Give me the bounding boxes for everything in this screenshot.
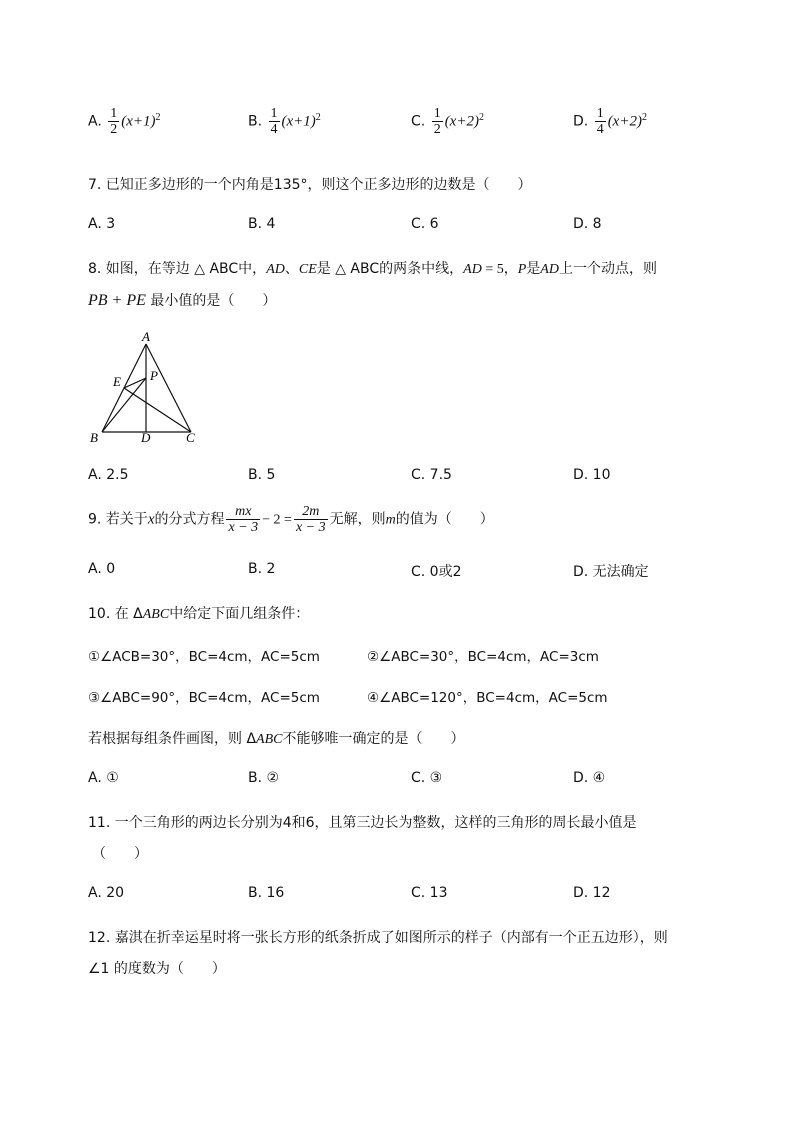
q7-text: 7. 已知正多边形的一个内角是135°，则这个正多边形的边数是（ ） [88,177,532,193]
q12-line1: 12. 嘉淇在折幸运星时将一张长方形的纸条折成了如图所示的样子（内部有一个正五边形），则 [88,930,668,946]
median-ce [124,388,191,432]
q10-option-b: B. ② [248,770,280,786]
label-a: A [142,329,150,344]
label-b: B [90,430,98,445]
q9-option-c: C. 0或2 [411,564,462,580]
q10-option-d: D. ④ [573,770,606,786]
q8-option-b: B. 5 [248,467,276,483]
q9-option-b: B. 2 [248,561,276,577]
q6-option-b: B. $\frac{1}{4}$ $(x+1)^2$ [248,106,321,137]
q9-text: 9. 若关于x的分式方程 $\frac{mx}{x - 3}$ − 2 = $\frac{2m}{x - 3}$ 无解，则m的值为（ ） [88,504,494,535]
label-e: E [113,374,121,389]
label-c: C [186,430,195,445]
q8-option-a: A. 2.5 [88,467,129,483]
q9-option-a: A. 0 [88,561,116,577]
q7-option-a: A. 3 [88,216,116,232]
q12-line2: ∠1 的度数为（ ） [88,961,226,977]
q11-line2: （ ） [92,846,148,862]
q10-condition-1: ①∠ACB=30°，BC=4cm，AC=5cm [88,649,320,665]
q7-option-b: B. 4 [248,216,276,232]
q7-option-c: C. 6 [411,216,439,232]
q10-option-a: A. ① [88,770,119,786]
segment-pb [102,378,146,432]
q6-option-d: D. $\frac{1}{4}$ $(x+2)^2$ [573,106,647,137]
q10-condition-2: ②∠ABC=30°，BC=4cm，AC=3cm [367,649,599,665]
side-ac [146,344,191,432]
q7-option-d: D. 8 [573,216,602,232]
q11-option-d: D. 12 [573,885,611,901]
q11-option-c: C. 13 [411,885,448,901]
q8-line2: PB + PE 最小值的是（ ） [88,292,277,309]
q11-option-b: B. 16 [248,885,285,901]
q9-option-d: D. 无法确定 [573,564,649,580]
label-d: D [141,430,151,445]
segment-pe [124,378,146,388]
q10-condition-4: ④∠ABC=120°，BC=4cm，AC=5cm [367,690,608,706]
q10-condition-3: ③∠ABC=90°，BC=4cm，AC=5cm [88,690,320,706]
label-p: P [150,368,158,383]
q6-option-c: C. $\frac{1}{2}$ $(x+2)^2$ [411,106,484,137]
q8-option-d: D. 10 [573,467,611,483]
q10-option-c: C. ③ [411,770,443,786]
q10-question: 若根据每组条件画图，则 ΔABC不能够唯一确定的是（ ） [88,731,465,747]
q8-option-c: C. 7.5 [411,467,452,483]
q10-intro: 10. 在 ΔABC中给定下面几组条件： [88,606,310,622]
q8-triangle-figure [85,328,210,448]
q11-line1: 11. 一个三角形的两边长分别为4和6，且第三边长为整数，这样的三角形的周长最小值是 [88,815,637,831]
q8-line1: 8. 如图，在等边 △ ABC中，AD、CE是 △ ABC的两条中线，AD = 5，P是AD上一个动点，则 [88,261,657,277]
q11-option-a: A. 20 [88,885,125,901]
q6-option-a: A. $\frac{1}{2}$ $(x+1)^2$ [88,106,161,137]
